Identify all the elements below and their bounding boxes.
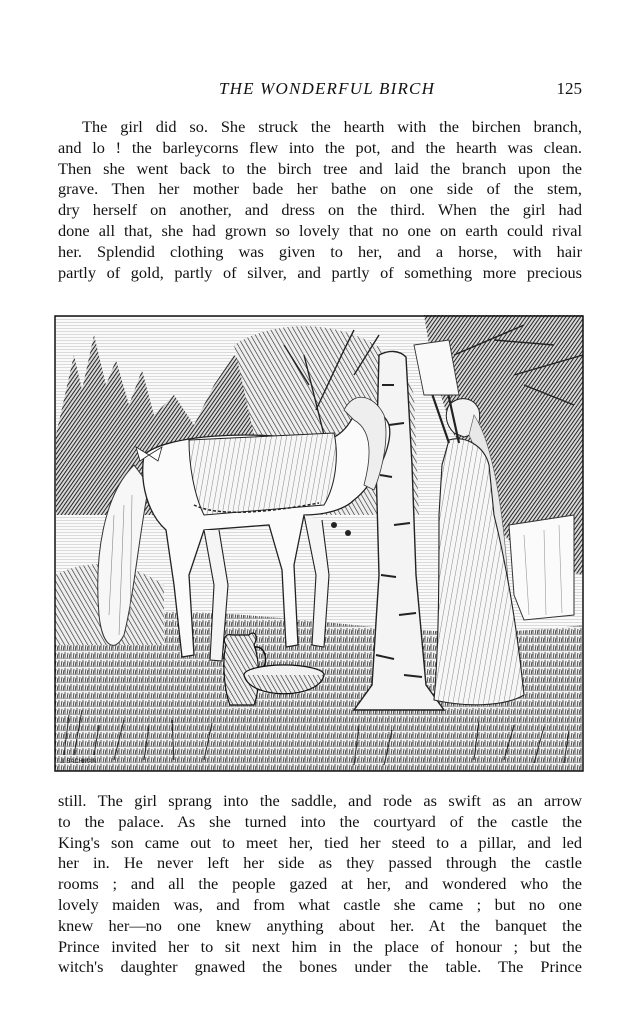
text-line: her in. He never left her side as they passed through the castle <box>58 853 582 873</box>
text-line: grave. Then her mother bade her bathe on one side of the stem, <box>58 179 582 199</box>
text-line: done all that, she had grown so lovely that no one on earth could rival <box>58 220 582 240</box>
illustration-girl-horse-birch <box>54 315 584 772</box>
hanging-laundry <box>509 515 574 620</box>
text-line: still. The girl sprang into the saddle, and rode as swift as an arrow <box>58 791 582 810</box>
text-line: The girl did so. She struck the hearth with the birchen branch, <box>82 117 582 136</box>
text-line: her. Splendid clothing was given to her, and a horse, with hair <box>58 241 582 261</box>
body-text-bottom <box>58 791 582 978</box>
text-line: Prince invited her to sit next him in the place of honour ; but the <box>58 936 582 956</box>
text-line: King's son came out to meet her, tied her steed to a pillar, and led <box>58 832 582 852</box>
engraving-illustration <box>54 315 584 772</box>
page-header <box>58 78 582 100</box>
text-line: to the palace. As she turned into the courtyard of the castle the <box>58 811 582 831</box>
text-line: and lo ! the barleycorns flew into the pot, and the hearth was clean. <box>58 137 582 157</box>
text-line: witch's daughter gnawed the bones under the table. The Prince <box>58 957 582 977</box>
page-number: 125 <box>556 79 582 98</box>
artist-signature: J. BACHMAN <box>60 759 97 765</box>
running-title: THE WONDERFUL BIRCH <box>218 79 436 98</box>
text-line: Then she went back to the birch tree and laid the branch upon the <box>58 158 582 178</box>
text-line: rooms ; and all the people gazed at her, and wondered who the <box>58 874 582 894</box>
text-line: partly of gold, partly of silver, and partly of something more precious <box>58 262 582 282</box>
body-text-top <box>58 117 582 283</box>
text-line: dry herself on another, and dress on the third. When the girl had <box>58 200 582 220</box>
text-line: knew her—no one knew anything about her. At the banquet the <box>58 915 582 935</box>
text-line: lovely maiden was, and from what castle she came ; but no one <box>58 894 582 914</box>
